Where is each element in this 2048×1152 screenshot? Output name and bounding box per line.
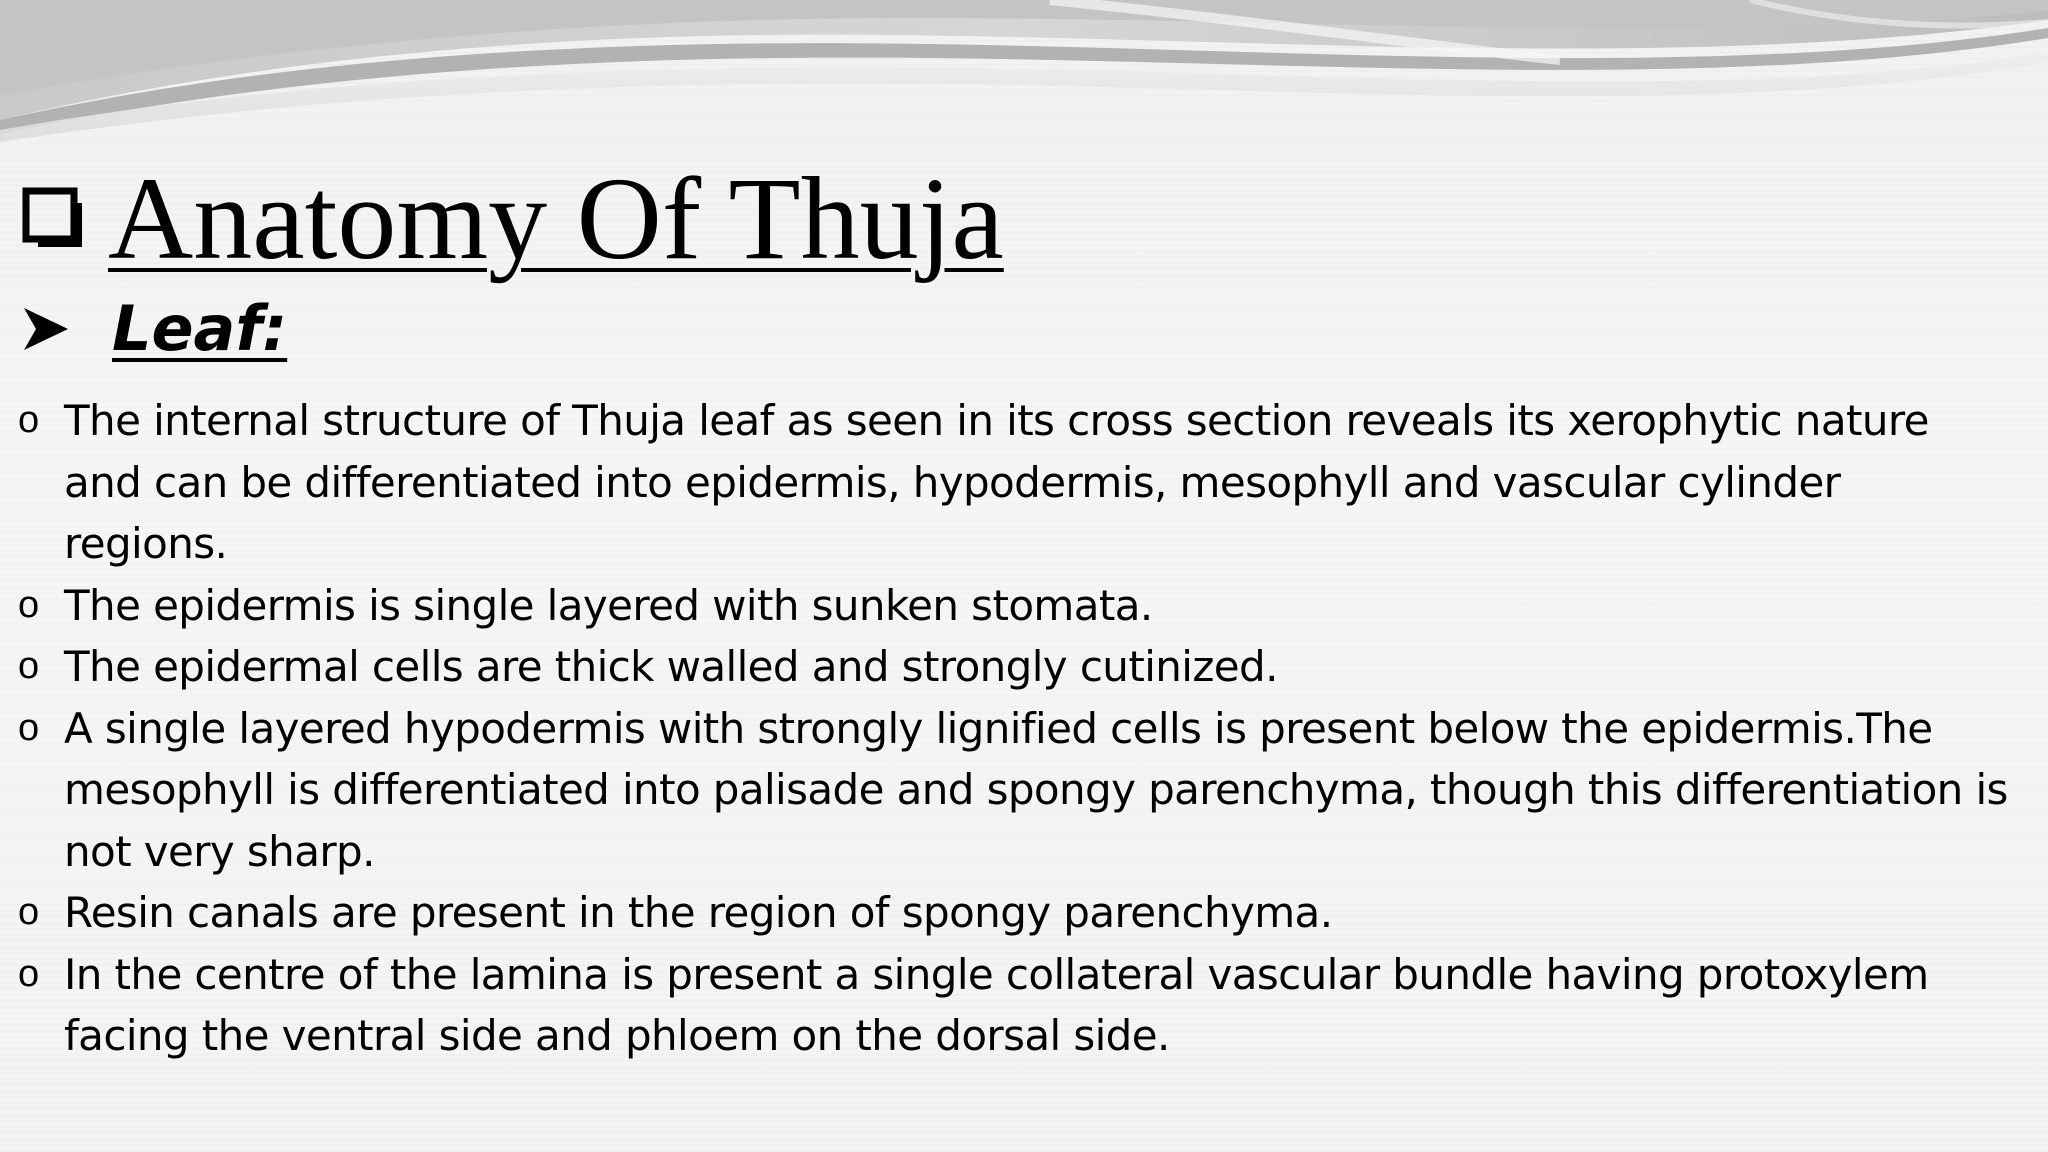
bullet-marker: o xyxy=(18,952,39,995)
bullet-marker: o xyxy=(18,583,39,626)
bullet-text: A single layered hypodermis with strongly lignified cells is present below the epidermis.The mesophyll is differentiated into palisade and spongy parenchyma, though this differentiation is not very sharp. xyxy=(64,703,2008,876)
bullet-item xyxy=(18,698,2008,883)
arrowhead-right-icon xyxy=(22,306,70,352)
bullet-item xyxy=(18,636,2008,698)
bullet-marker: o xyxy=(18,706,39,749)
bullet-item xyxy=(18,882,2008,944)
bullet-list xyxy=(18,390,2008,1067)
section-heading: Leaf: xyxy=(112,292,288,365)
bullet-marker: o xyxy=(18,399,39,441)
bullet-text: Resin canals are present in the region of spongy parenchyma. xyxy=(64,888,1333,937)
bullet-item xyxy=(18,575,2008,637)
subtitle-row xyxy=(22,292,287,365)
checkbox-square-icon xyxy=(22,187,86,251)
bullet-text: The epidermal cells are thick walled and strongly cutinized. xyxy=(64,642,1278,691)
bullet-text: The epidermis is single layered with sunken stomata. xyxy=(64,580,1153,630)
bullet-marker: o xyxy=(18,645,39,687)
bullet-item xyxy=(18,944,2008,1067)
bullet-marker: o xyxy=(18,891,39,933)
header-swoosh-decoration xyxy=(0,0,2048,150)
title-row xyxy=(22,153,1004,284)
bullet-text: The internal structure of Thuja leaf as seen in its cross section reveals its xerophytic nature and can be differentiated into epidermis, hypodermis, mesophyll and vascular cylinder regions. xyxy=(64,396,1929,568)
bullet-text: In the centre of the lamina is present a single collateral vascular bundle having protoxylem facing the ventral side and phloem on the dorsal side. xyxy=(64,949,1929,1060)
slide-title: Anatomy Of Thuja xyxy=(108,153,1004,284)
bullet-item xyxy=(18,390,2008,575)
